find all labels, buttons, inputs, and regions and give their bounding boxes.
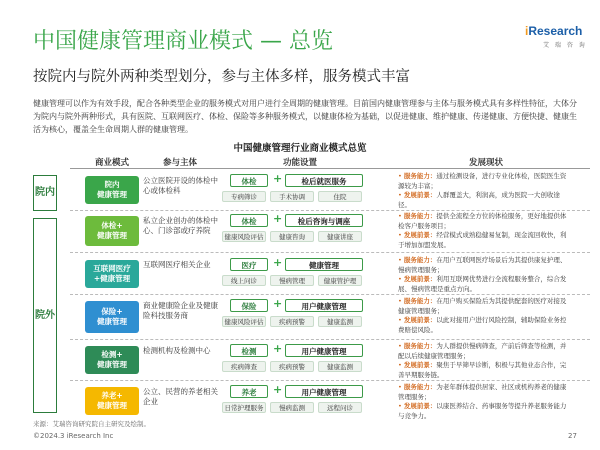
outlook-label: 发展前景： — [403, 361, 437, 369]
outlook-label: 发展前景： — [403, 316, 437, 324]
row-divider — [70, 252, 590, 253]
page-title: 中国健康管理商业模式 — 总览 — [33, 29, 333, 54]
ability-label: 服务能力： — [403, 383, 437, 391]
ability-text: 提供全流程全方位的体检服务，更好地提供体检客户服务项目； — [398, 212, 567, 230]
ability-text: 通过检测设备，进行专业化体检，医院医生资源较为丰富； — [398, 172, 567, 190]
sub-function-tag: 疾病预警 — [270, 361, 314, 372]
outlook-line: • 发展前景：人群覆盖大，利润高，成为医院一大创收途径。 — [398, 191, 560, 209]
ability-label: 服务能力： — [403, 172, 437, 180]
mode-badge: 院内 健康管理 — [85, 176, 139, 204]
ability-label: 服务能力： — [403, 342, 437, 350]
development-status — [398, 383, 570, 421]
outlook-line: • 发展前景：聚焦于早筛早诊断，积极与其他业态合作，完善早期服务链。 — [398, 361, 567, 379]
function-primary: 体检 — [230, 214, 268, 227]
outlook-text: 以康医养结合、药事服务等提升养老服务能力与竞争力。 — [398, 402, 567, 420]
ability-text: 为老年群体提供居家、社区或机构养老的健康管理服务； — [398, 383, 567, 401]
outlook-text: 聚焦于早筛早诊断，积极与其他业态合作，完善早期服务链。 — [398, 361, 567, 379]
sub-function-tag: 线上问诊 — [222, 275, 266, 286]
intro-paragraph: 健康管理可以作为有效手段，配合各种类型企业的服务模式对用户进行全周期的健康管理。目前国内健康管理参与主体与服务模式具有多样性特征，大体分为院内与院外两种形式，具有医院、互联网医疗、体检、保险等多种服务模式，以健康体检为基础，以促进健康、维护健康、传递健康、方便快捷、健康生活为核心，覆盖全生命周期人群的健康管理。 — [33, 99, 577, 134]
ability-label: 服务能力： — [403, 297, 437, 305]
outlook-text: 以此对接用户进行风险控制，辅助保险业务控费赔偿风险。 — [398, 316, 567, 334]
ability-label: 服务能力： — [403, 256, 437, 264]
sub-function-tag: 住院 — [318, 191, 362, 202]
iresearch-logo — [525, 24, 587, 54]
group-out-label: 院外 — [33, 218, 57, 413]
outlook-line: • 发展前景：经营模式成熟稳健易复制，现金流回收快，利于增加加盟发展。 — [398, 231, 567, 249]
function-secondary: 健康管理 — [285, 258, 363, 271]
mode-badge: 检测+ 健康管理 — [85, 346, 139, 374]
logo-text: iResearch — [525, 24, 583, 38]
participant-text: 私立企业创办的体检中心、门诊部或疗养院 — [143, 216, 218, 235]
sub-function-tag: 专病筛诊 — [222, 191, 266, 202]
source-note: 来源：艾瑞咨询研究院自主研究及绘制。 — [33, 420, 150, 428]
sub-function-tag: 慢病管理 — [270, 275, 314, 286]
sub-function-tag: 健康风险评估 — [222, 231, 266, 242]
participant-text: 公立、民营的养老相关企业 — [143, 387, 218, 406]
outlook-text: 人群覆盖大，利润高，成为医院一大创收途径。 — [398, 191, 560, 209]
outlook-label: 发展前景： — [403, 191, 437, 199]
header-status: 发展现状 — [468, 158, 503, 168]
header-function: 功能设置 — [282, 158, 317, 168]
plus-sign: + — [273, 172, 283, 185]
ability-line: • 服务能力：在用户互联网医疗场景后为其提供康复护理、慢病管理服务； — [398, 256, 567, 274]
function-primary: 养老 — [230, 385, 268, 398]
participant-text: 检测机构及检测中心 — [143, 346, 211, 355]
development-status — [398, 297, 570, 335]
sub-function-tag: 健康监测 — [318, 316, 362, 327]
function-primary: 检测 — [230, 344, 268, 357]
outlook-text: 经营模式成熟稳健易复制，现金流回收快，利于增加加盟发展。 — [398, 231, 567, 249]
header-participant: 参与主体 — [162, 158, 197, 168]
ability-text: 在用户购买保险后为其提供配套的医疗对接及健康管理服务； — [398, 297, 567, 315]
outlook-label: 发展前景： — [403, 402, 437, 410]
function-secondary: 检后咨询与调座 — [285, 214, 363, 227]
copyright: ©2024.3 iResearch Inc — [33, 432, 114, 440]
row-divider — [70, 210, 590, 211]
diagram-title: 中国健康管理行业商业模式总览 — [233, 143, 367, 154]
function-secondary: 用户健康管理 — [285, 299, 363, 312]
sub-function-tag: 健康风险评估 — [222, 316, 266, 327]
ability-line: • 服务能力：为人群提供慢病筛查，产前后筛查等检测，并配以后续健康管理服务； — [398, 342, 567, 360]
page-subtitle: 按院内与院外两种类型划分，参与主体多样，服务模式丰富 — [33, 69, 410, 85]
plus-sign: + — [273, 342, 283, 355]
function-primary: 保险 — [230, 299, 268, 312]
ability-text: 为人群提供慢病筛查，产前后筛查等检测，并配以后续健康管理服务； — [398, 342, 567, 360]
row-divider — [70, 339, 590, 340]
ability-line: • 服务能力：通过检测设备，进行专业化体检，医院医生资源较为丰富； — [398, 172, 567, 190]
function-secondary: 检后就医服务 — [285, 174, 363, 187]
mode-badge: 体检+ 健康管理 — [85, 216, 139, 246]
mode-badge: 互联网医疗 +健康管理 — [85, 260, 139, 288]
participant-text: 互联网医疗相关企业 — [143, 260, 211, 269]
participant-text: 公立医院开设的体检中心或体检科 — [143, 176, 218, 195]
logo-subtext: 艾 瑞 咨 询 — [543, 42, 587, 49]
sub-function-tag: 疾病筛查 — [222, 361, 266, 372]
mode-badge: 养老+ 健康管理 — [85, 387, 139, 415]
outlook-line: • 发展前景：利用互联网优势进行全流程服务整合，综合发展、慢病管理是重点方向。 — [398, 275, 567, 293]
header-mode: 商业模式 — [94, 158, 129, 168]
outlook-text: 利用互联网优势进行全流程服务整合，综合发展、慢病管理是重点方向。 — [398, 275, 567, 293]
development-status — [398, 256, 570, 294]
ability-line: • 服务能力：在用户购买保险后为其提供配套的医疗对接及健康管理服务； — [398, 297, 567, 315]
function-secondary: 用户健康管理 — [285, 385, 363, 398]
outlook-label: 发展前景： — [403, 231, 437, 239]
participant-text: 商业健康险企业及健康险科技服务商 — [143, 301, 218, 320]
plus-sign: + — [273, 297, 283, 310]
development-status — [398, 212, 570, 250]
ability-line: • 服务能力：为老年群体提供居家、社区或机构养老的健康管理服务； — [398, 383, 567, 401]
sub-function-tag: 手术协调 — [270, 191, 314, 202]
mode-badge: 保险+ 健康管理 — [85, 301, 139, 333]
page-number: 27 — [568, 432, 577, 440]
ability-text: 在用户互联网医疗场景后为其提供康复护理、慢病管理服务； — [398, 256, 567, 274]
sub-function-tag: 远程问诊 — [318, 402, 362, 413]
header-divider — [70, 168, 590, 169]
ability-line: • 服务能力：提供全流程全方位的体检服务，更好地提供体检客户服务项目； — [398, 212, 567, 230]
sub-function-tag: 健康管护理 — [318, 275, 362, 286]
function-primary: 医疗 — [230, 258, 268, 271]
plus-sign: + — [273, 256, 283, 269]
outlook-line: • 发展前景：以此对接用户进行风险控制，辅助保险业务控费赔偿风险。 — [398, 316, 567, 334]
plus-sign: + — [273, 383, 283, 396]
plus-sign: + — [273, 212, 283, 225]
group-in-label: 院内 — [33, 175, 57, 211]
outlook-line: • 发展前景：以康医养结合、药事服务等提升养老服务能力与竞争力。 — [398, 402, 567, 420]
function-secondary: 用户健康管理 — [285, 344, 363, 357]
sub-function-tag: 慢病监测 — [270, 402, 314, 413]
development-status — [398, 172, 570, 210]
row-divider — [70, 294, 590, 295]
sub-function-tag: 健康监测 — [318, 361, 362, 372]
development-status — [398, 342, 570, 380]
sub-function-tag: 健康咨询 — [270, 231, 314, 242]
outlook-label: 发展前景： — [403, 275, 437, 283]
sub-function-tag: 疾病预警 — [270, 316, 314, 327]
function-primary: 体检 — [230, 174, 268, 187]
ability-label: 服务能力： — [403, 212, 437, 220]
row-divider — [70, 380, 590, 381]
sub-function-tag: 健康讲座 — [318, 231, 362, 242]
sub-function-tag: 日常护理服务 — [222, 402, 266, 413]
